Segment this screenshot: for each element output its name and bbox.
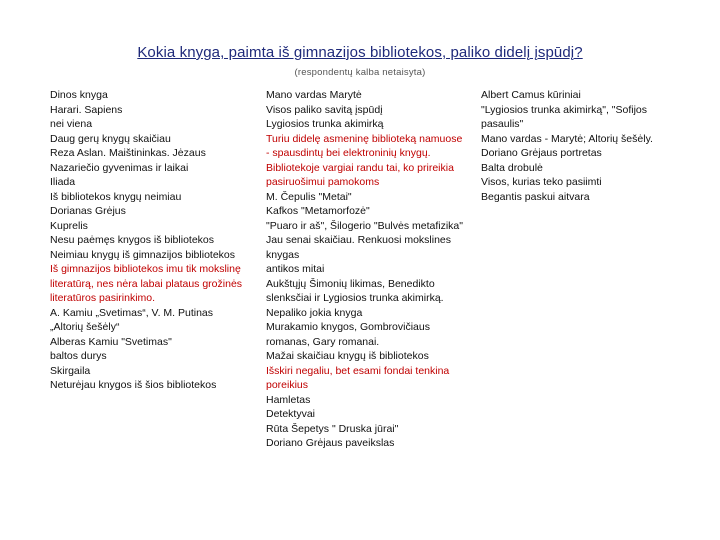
response-item: Nazariečio gyvenimas ir laikai [50,161,189,174]
response-item: „Altorių šešėly“ [50,321,120,333]
response-item: Iliada [50,176,76,188]
responses-column-3 [481,88,681,204]
response-item: "Puaro ir aš", Šilogerio "Bulvės metafizika" [266,219,463,232]
responses-column-1 [50,88,250,393]
response-item: Iš gimnazijos bibliotekos imu tik mokslinę literatūrą, nes nėra labai plataus grožinės literatūros pasirinkimo. [50,263,243,304]
response-item: baltos durys [50,350,107,362]
response-item: Reza Aslan. Maištininkas. Jėzaus [50,147,206,159]
response-item: Turiu didelę asmeninę biblioteką namuose - spausdintų bei elektroninių knygų. Bibliotekoje vargiai randu tai, ko prireikia pasiruošimui pamokoms [266,132,463,188]
page-title: Kokia knyga, paimta iš gimnazijos bibliotekos, paliko didelį įspūdį? [137,44,583,61]
response-item: Išskiri negaliu, bet esami fondai tenkina poreikius [266,364,450,391]
response-item: Visos paliko savitą įspūdį [266,103,383,116]
response-item: Mano vardas - Marytė; Altorių šešėly. [481,132,653,145]
response-item: M. Čepulis "Metai" [266,190,352,203]
response-item: A. Kamiu „Svetimas“, V. M. Putinas [50,306,214,319]
response-item: Begantis paskui aitvara [481,190,590,203]
response-item: Nesu paėmęs knygos iš bibliotekos [50,234,215,246]
response-item: antikos mitai [266,263,325,275]
response-item: nei viena [50,118,93,130]
response-item: Mano vardas Marytė [266,89,362,101]
responses-column-2 [266,88,466,451]
response-item: Alberas Kamiu "Svetimas" [50,335,172,348]
response-item: Neturėjau knygos iš šios bibliotekos [50,379,217,391]
response-item: Visos, kurias teko pasiimti [481,176,602,188]
response-item: Albert Camus kūriniai [481,89,581,101]
response-item: Mažai skaičiau knygų iš bibliotekos [266,350,429,362]
response-item: Murakamio knygos, Gombrovičiaus romanas, Gary romanai. [266,321,430,348]
response-item: Daug gerų knygų skaičiau [50,132,171,145]
response-item: Balta drobulė [481,161,543,174]
response-item: Harari. Sapiens [50,103,123,116]
response-item: Kafkos "Metamorfozė" [266,205,370,217]
response-item: Kuprelis [50,219,88,232]
page-subtitle: (respondentų kalba netaisyta) [294,67,426,78]
response-item: Iš bibliotekos knygų neimiau [50,190,182,203]
response-item: Jau senai skaičiau. Renkuosi mokslines knygas [266,234,452,261]
response-item: Dorianas Grėjus [50,205,126,217]
response-item: Neimiau knygų iš gimnazijos bibliotekos [50,248,236,261]
response-item: Doriano Grėjaus paveikslas [266,437,395,449]
response-item: Hamletas [266,393,311,406]
response-item: "Lygiosios trunka akimirką", "Sofijos pasaulis" [481,103,648,130]
response-item: Skirgaila [50,364,91,377]
response-item: Detektyvai [266,408,316,420]
response-item: Rūta Šepetys " Druska jūrai" [266,422,399,435]
response-item: Nepaliko jokia knyga [266,306,363,319]
response-item: Doriano Grėjaus portretas [481,147,602,159]
response-item: Lygiosios trunka akimirką [266,118,384,130]
response-item: Dinos knyga [50,89,108,101]
response-item: Aukštųjų Šimonių likimas, Benedikto slenksčiai ir Lygiosios trunka akimirką. [266,277,444,304]
